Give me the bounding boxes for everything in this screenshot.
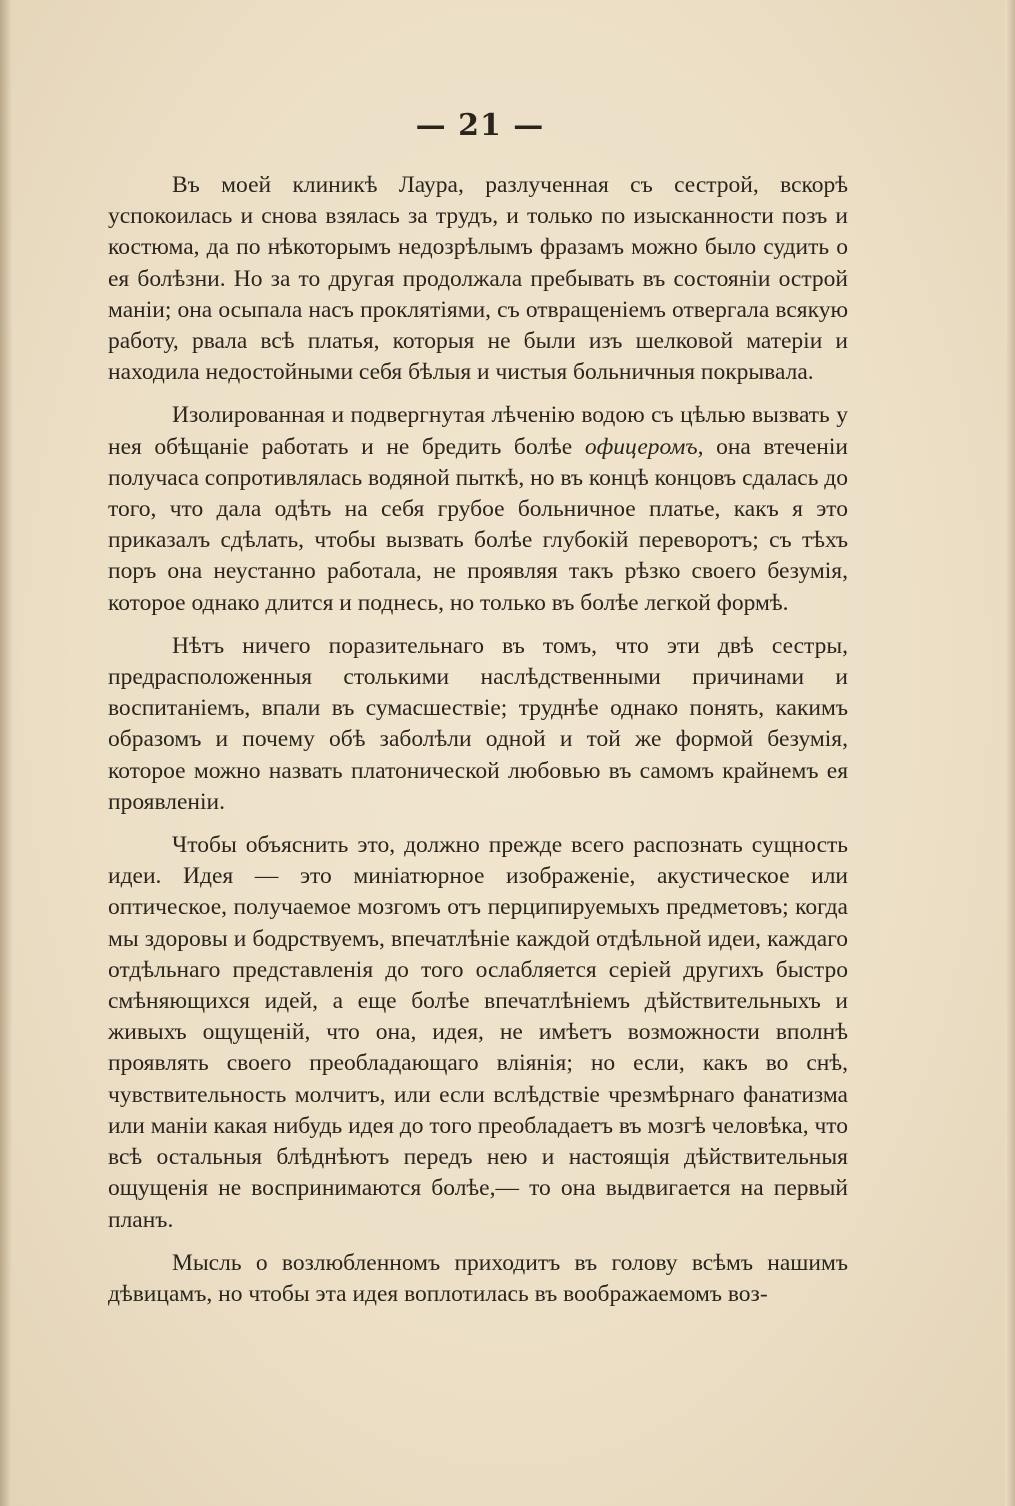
body-text	[108, 170, 848, 1322]
paragraph-text: Нѣтъ ничего поразительнаго въ томъ, что эти двѣ сестры, предрасположенныя столькими наслѣдственными причинами и воспитанiемъ, впали въ сумасшествiе; труднѣе однако понять, какимъ образомъ и почему обѣ заболѣли одной и той же формой безумiя, которое можно назвать платонической любовью въ самомъ крайнемъ ея проявленiи.	[108, 632, 848, 815]
paragraph	[108, 400, 848, 618]
italic-word: офицеромъ,	[584, 433, 704, 460]
paragraph-text: Изолированная и подвергнутая лѣченiю водою съ цѣлью вызвать у нея обѣщанiе работать и не бредить болѣе	[108, 402, 848, 460]
paragraph-text-continued: она втеченiи получаса сопротивлялась водяной пыткѣ, но въ концѣ концовъ сдалась до того, что дала одѣть на себя грубое больничное платье, какъ я это приказалъ сдѣлать, чтобы вызвать болѣе глубокiй переворотъ; съ тѣхъ поръ она неустанно работала, не проявляя такъ рѣзко своего безумiя, которое однако длится и поднесь, но только въ болѣе легкой формѣ.	[108, 433, 848, 616]
paragraph-text: Въ моей клиникѣ Лаура, разлученная съ сестрой, вскорѣ успокоилась и снова взялась за трудъ, и только по изысканности позъ и костюма, да по нѣкоторымъ недозрѣлымъ фразамъ можно было судить о ея болѣзни. Но за то другая продолжала пребывать въ состоянiи острой манiи; она осыпала насъ проклятiями, съ отвращенiемъ отвергала всякую работу, рвала всѣ платья, которыя не были изъ шелковой матерiи и находила недостойными себя бѣлыя и чистыя больничныя покрывала.	[108, 172, 848, 386]
paragraph-text: Чтобы объяснить это, должно прежде всего распознать сущность идеи. Идея — это миніатюрное изображенiе, акустическое или оптическое, получаемое мозгомъ отъ перципируемыхъ предметовъ; когда мы здоровы и бодрствуемъ, впечатлѣнiе каждой отдѣльной идеи, каждаго отдѣльнаго представленiя до того ослабляется серiей другихъ быстро смѣняющихся идей, а еще болѣе впечатлѣнiемъ дѣйствительныхъ и живыхъ ощущенiй, что она, идея, не имѣетъ возможности вполнѣ проявлять своего преобладающаго влiянiя; но если, какъ во снѣ, чувствительность молчитъ, или если вслѣдствiе чрезмѣрнаго фанатизма или манiи какая нибудь идея до того преобладаетъ въ мозгѣ человѣка, что всѣ остальныя блѣднѣютъ передъ нею и настоящiя дѣйствительныя ощущенiя не воспринимаются болѣе,— то она выдвигается на первый планъ.	[108, 832, 848, 1233]
paragraph-text: Мысль о возлюбленномъ приходитъ въ голову всѣмъ нашимъ дѣвицамъ, но чтобы эта идея воплотилась въ воображаемомъ воз-	[108, 1249, 848, 1307]
page-right-edge	[1005, 0, 1015, 1506]
paragraph	[108, 631, 848, 818]
paragraph	[108, 1248, 848, 1310]
paragraph	[108, 830, 848, 1236]
page-left-edge	[0, 0, 12, 1506]
paragraph	[108, 170, 848, 388]
page-number: — 21 —	[415, 108, 545, 143]
